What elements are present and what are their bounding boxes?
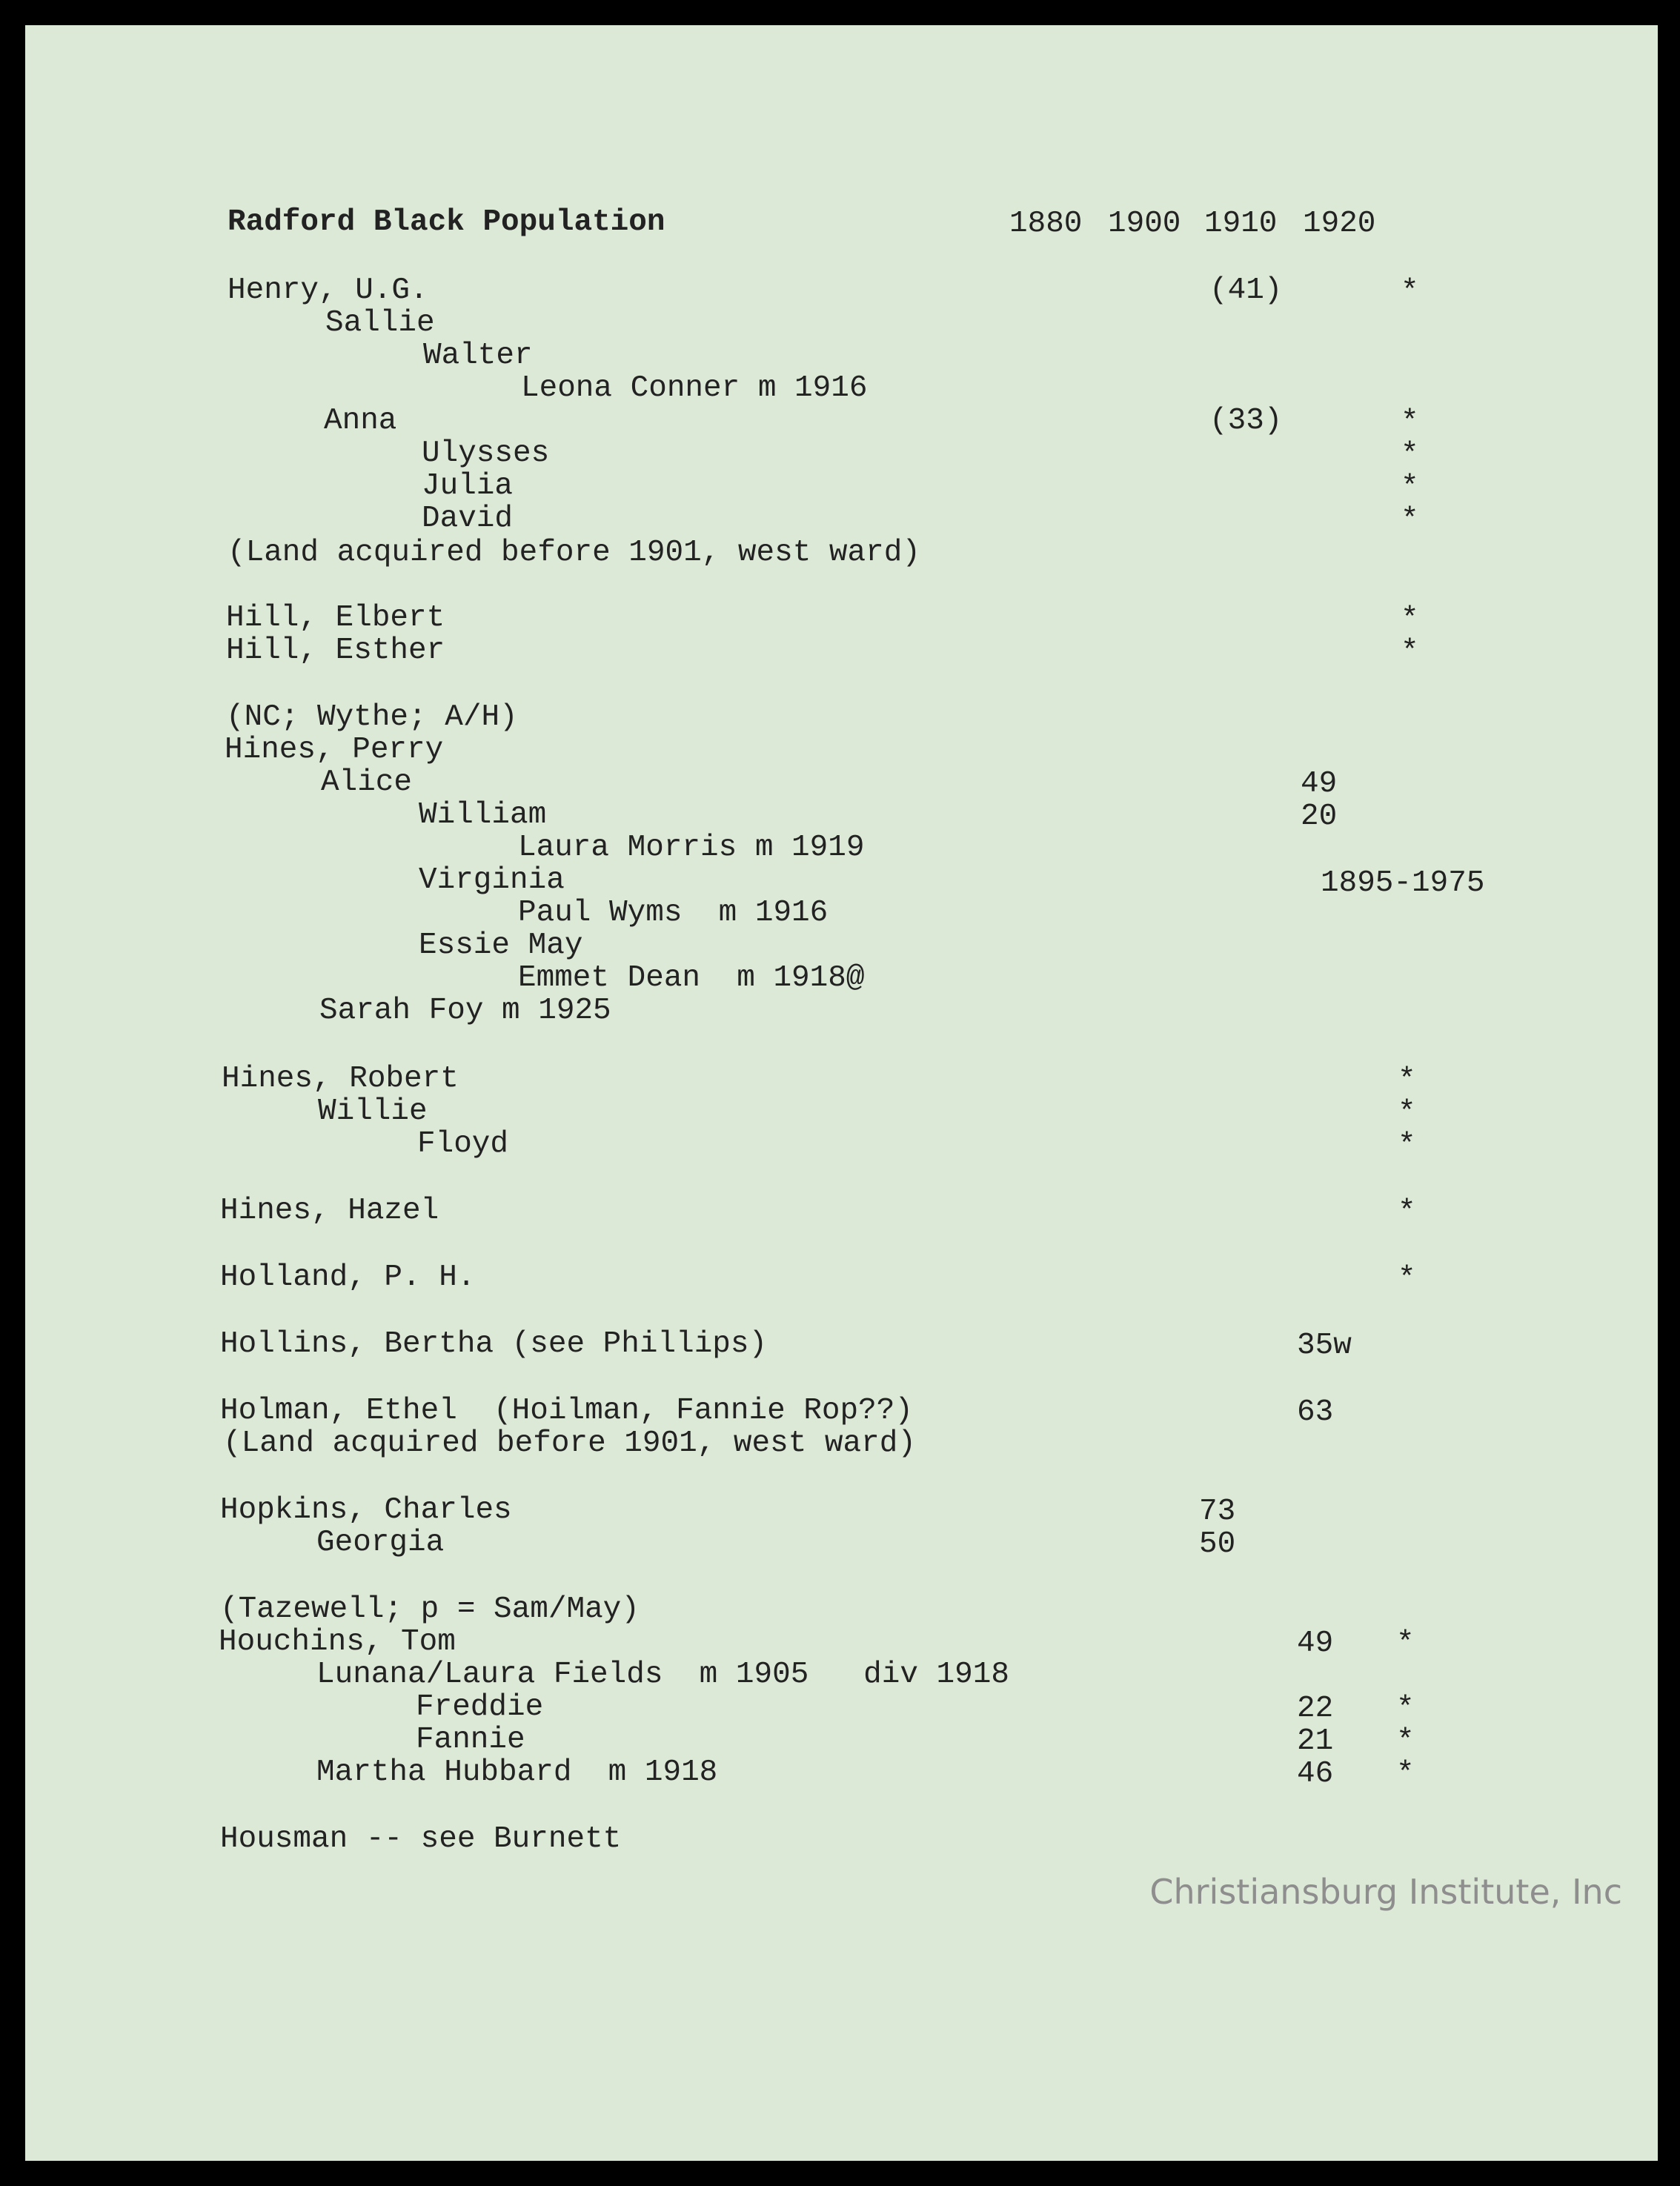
year-header-1880: 1880 bbox=[1009, 207, 1083, 241]
entry-age: 46 bbox=[1297, 1757, 1334, 1791]
entry-star: * bbox=[1401, 635, 1419, 669]
entry-name: Martha Hubbard m 1918 bbox=[316, 1755, 718, 1790]
entry-age: 49 bbox=[1297, 1627, 1334, 1661]
entry-star: * bbox=[1396, 1724, 1415, 1758]
entry-star: * bbox=[1401, 405, 1419, 439]
entry-name: Georgia bbox=[316, 1526, 445, 1560]
entry-name: David bbox=[422, 502, 514, 536]
entry-age: 35w bbox=[1297, 1329, 1352, 1363]
entry-name: Hines, Perry bbox=[225, 733, 444, 767]
entry-name: Virginia bbox=[419, 863, 565, 897]
entry-name: Julia bbox=[422, 469, 514, 503]
entry-star: * bbox=[1398, 1195, 1416, 1229]
entry-dates: 1895-1975 bbox=[1321, 866, 1485, 900]
entry-star: * bbox=[1401, 471, 1419, 505]
entry-name: Lunana/Laura Fields m 1905 div 1918 bbox=[316, 1658, 1009, 1692]
entry-name: Willie bbox=[318, 1094, 428, 1129]
entry-note: (Land acquired before 1901, west ward) bbox=[223, 1426, 916, 1461]
entry-age: (33) bbox=[1209, 404, 1283, 438]
entry-star: * bbox=[1396, 1757, 1415, 1791]
entry-name: Emmet Dean m 1918@ bbox=[518, 961, 865, 995]
entry-name: Freddie bbox=[416, 1690, 544, 1724]
entry-star: * bbox=[1396, 1692, 1415, 1726]
entry-name: Houchins, Tom bbox=[219, 1625, 456, 1659]
entry-name: Paul Wyms m 1916 bbox=[518, 896, 829, 930]
entry-age: 49 bbox=[1301, 767, 1338, 801]
entry-note: (NC; Wythe; A/H) bbox=[226, 700, 518, 734]
entry-name: Essie May bbox=[419, 928, 583, 963]
entry-name: Hines, Robert bbox=[222, 1062, 459, 1096]
entry-note: (Land acquired before 1901, west ward) bbox=[228, 536, 920, 570]
entry-name: Hill, Esther bbox=[226, 634, 445, 668]
entry-age: (41) bbox=[1209, 273, 1283, 308]
entry-name: William bbox=[419, 798, 547, 832]
entry-name: Alice bbox=[321, 765, 413, 800]
entry-name: Holman, Ethel (Hoilman, Fannie Rop??) bbox=[220, 1394, 913, 1428]
entry-age: 20 bbox=[1301, 800, 1338, 834]
entry-note: (Tazewell; p = Sam/May) bbox=[220, 1592, 640, 1627]
entry-age: 73 bbox=[1199, 1495, 1236, 1529]
entry-name: Leona Conner m 1916 bbox=[521, 371, 868, 405]
entry-name: Hollins, Bertha (see Phillips) bbox=[220, 1327, 768, 1361]
page-title: Radford Black Population bbox=[228, 205, 665, 239]
entry-name: Anna bbox=[324, 404, 397, 438]
entry-star: * bbox=[1398, 1262, 1416, 1296]
entry-star: * bbox=[1401, 438, 1419, 472]
entry-name: Housman -- see Burnett bbox=[220, 1822, 622, 1856]
entry-name: Sarah Foy m 1925 bbox=[319, 994, 611, 1028]
entry-star: * bbox=[1401, 602, 1419, 637]
entry-name: Laura Morris m 1919 bbox=[518, 831, 865, 865]
entry-name: Hopkins, Charles bbox=[220, 1493, 512, 1527]
entry-name: Henry, U.G. bbox=[228, 273, 428, 308]
entry-name: Walter bbox=[423, 339, 533, 373]
entry-age: 63 bbox=[1297, 1395, 1334, 1429]
entry-name: Sallie bbox=[325, 306, 435, 340]
entry-name: Floyd bbox=[417, 1127, 509, 1161]
entry-age: 21 bbox=[1297, 1724, 1334, 1758]
entry-age: 50 bbox=[1199, 1527, 1236, 1561]
entry-name: Ulysses bbox=[422, 436, 550, 471]
entry-star: * bbox=[1401, 503, 1419, 537]
year-header-1900: 1900 bbox=[1108, 207, 1181, 241]
entry-name: Hines, Hazel bbox=[220, 1194, 439, 1228]
entry-star: * bbox=[1398, 1063, 1416, 1097]
entry-star: * bbox=[1398, 1129, 1416, 1163]
entry-age: 22 bbox=[1297, 1692, 1334, 1726]
entry-star: * bbox=[1401, 275, 1419, 309]
year-header-1910: 1910 bbox=[1204, 207, 1278, 241]
entry-star: * bbox=[1398, 1096, 1416, 1130]
entry-name: Holland, P. H. bbox=[220, 1260, 476, 1295]
entry-star: * bbox=[1396, 1627, 1415, 1661]
entry-name: Hill, Elbert bbox=[226, 601, 445, 635]
watermark-text: Christiansburg Institute, Inc bbox=[1149, 1872, 1622, 1912]
year-header-1920: 1920 bbox=[1303, 207, 1376, 241]
entry-name: Fannie bbox=[416, 1723, 525, 1757]
